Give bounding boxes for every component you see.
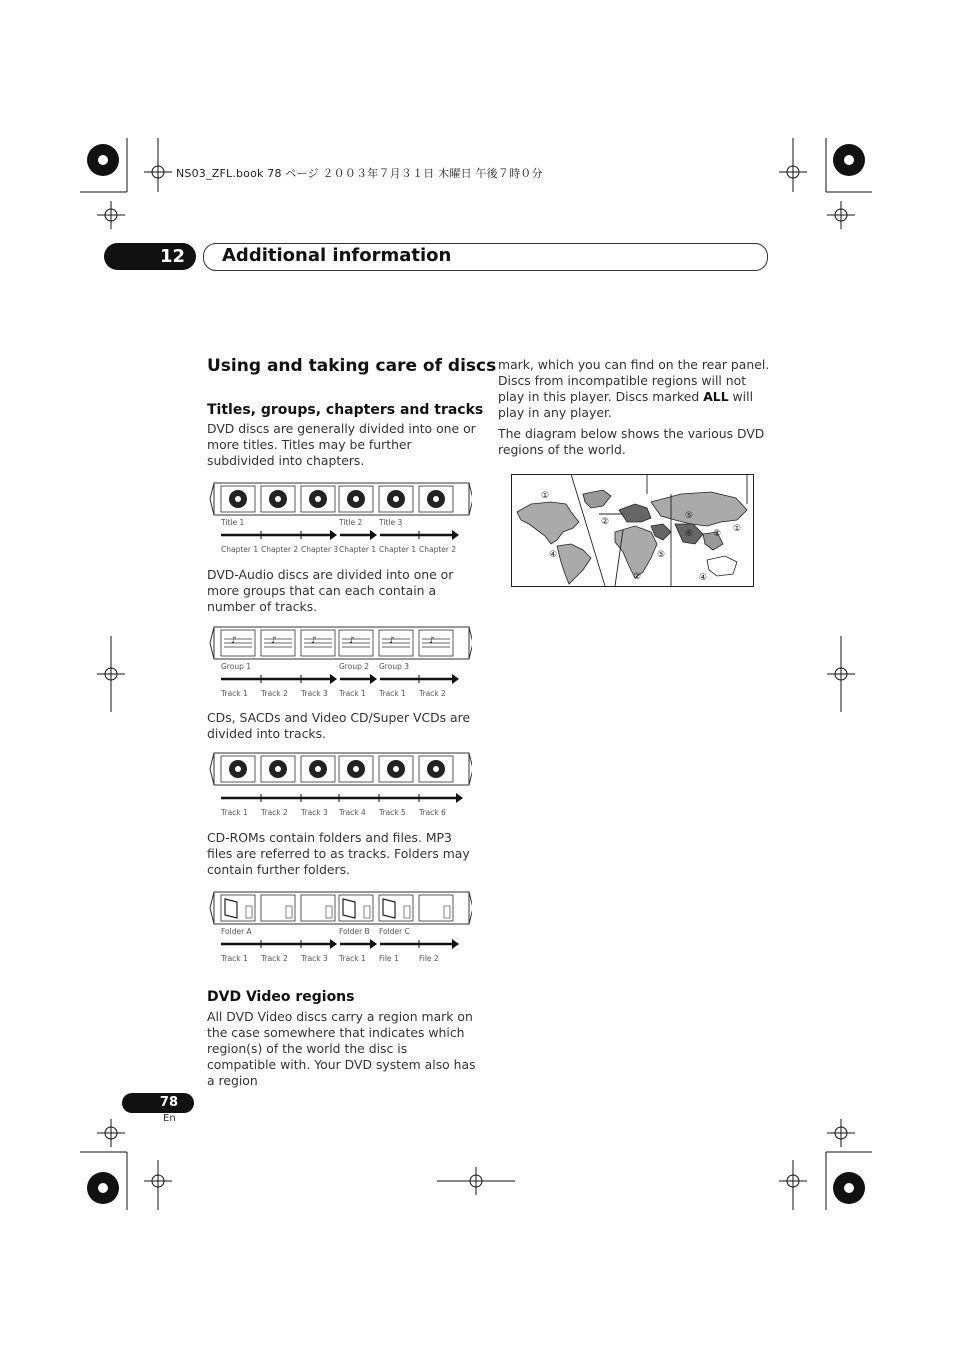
music-note-icon: ♪ xyxy=(231,636,237,646)
region-mark: ⑥ xyxy=(685,529,694,539)
diagram-bottom-label: Chapter 2 xyxy=(261,545,299,554)
regions-paragraph-1: All DVD Video discs carry a region mark on the case somewhere that indicates which region(s) of the world the disc is compatible with. Your DVD system also has a region xyxy=(207,1009,476,1088)
folder-icon xyxy=(343,899,355,918)
strip-edge xyxy=(210,483,214,515)
region-mark: ④ xyxy=(549,550,558,560)
arrow-head xyxy=(330,939,337,949)
arrow-head xyxy=(456,793,463,803)
region-mark: ① xyxy=(733,524,742,534)
all-region-mark: ALL xyxy=(703,389,729,404)
file-icon xyxy=(364,906,370,918)
region-mark: ② xyxy=(601,517,610,527)
region-mark: ② xyxy=(713,529,722,539)
picture-icon-highlight xyxy=(315,766,321,772)
arrow-head xyxy=(452,674,459,684)
diagram-top-label: Folder A xyxy=(221,927,252,936)
picture-icon-highlight xyxy=(235,766,241,772)
titles-paragraph-1: DVD discs are generally divided into one or more titles. Titles may be further subdivided into chapters. xyxy=(207,421,476,468)
arrow-head xyxy=(452,530,459,540)
diagram-bottom-label: Track 1 xyxy=(221,954,248,963)
titles-heading: Titles, groups, chapters and tracks xyxy=(207,402,484,418)
diagram-bottom-label: Track 1 xyxy=(221,808,248,817)
region-mark: ② xyxy=(633,572,642,582)
titles-paragraph-2: DVD-Audio discs are divided into one or more groups that can each contain a number of tracks. xyxy=(207,567,454,614)
diagram-bottom-label: Track 4 xyxy=(339,808,366,817)
diagram-bottom-label: Track 3 xyxy=(301,954,328,963)
diagram-top-label: Folder C xyxy=(379,927,410,936)
picture-icon-highlight xyxy=(433,766,439,772)
arrow-head xyxy=(330,530,337,540)
folder-icon xyxy=(383,899,395,918)
regions-paragraph-3: The diagram below shows the various DVD regions of the world. xyxy=(498,426,765,457)
diagram-bottom-label: Track 2 xyxy=(419,689,446,698)
file-icon xyxy=(404,906,410,918)
diagram-bottom-label: Track 2 xyxy=(261,689,288,698)
page-number: 78 xyxy=(159,1095,178,1110)
region-mark: ⑤ xyxy=(685,511,694,521)
picture-icon-highlight xyxy=(393,766,399,772)
music-note-icon: ♪ xyxy=(429,636,435,646)
diagram-bottom-label: Track 2 xyxy=(261,954,288,963)
music-note-icon: ♪ xyxy=(349,636,355,646)
strip-edge xyxy=(210,753,214,785)
picture-icon-highlight xyxy=(433,496,439,502)
diagram-bottom-label: Chapter 1 xyxy=(379,545,417,554)
file-icon xyxy=(286,906,292,918)
music-note-icon: ♪ xyxy=(271,636,277,646)
diagram-bottom-label: Track 1 xyxy=(339,954,366,963)
diagram-bottom-label: Track 3 xyxy=(301,689,328,698)
diagram-bottom-label: Chapter 1 xyxy=(221,545,259,554)
cd-structure-diagram xyxy=(207,750,472,822)
picture-icon-highlight xyxy=(275,766,281,772)
diagram-top-label: Group 3 xyxy=(379,662,409,671)
titles-paragraph-3: CDs, SACDs and Video CD/Super VCDs are divided into tracks. xyxy=(207,710,471,741)
page-language: En xyxy=(163,1113,176,1124)
diagram-top-label: Title 1 xyxy=(221,518,245,527)
picture-icon-highlight xyxy=(235,496,241,502)
arrow-head xyxy=(330,674,337,684)
picture-icon-highlight xyxy=(393,496,399,502)
diagram-top-label: Folder B xyxy=(339,927,370,936)
picture-icon-highlight xyxy=(353,766,359,772)
cdrom-structure-diagram xyxy=(207,889,472,965)
strip-edge xyxy=(210,627,214,659)
diagram-bottom-label: Track 6 xyxy=(419,808,446,817)
diagram-bottom-label: Track 2 xyxy=(261,808,288,817)
diagram-top-label: Title 2 xyxy=(339,518,363,527)
chapter-number: 12 xyxy=(159,246,186,267)
file-icon xyxy=(444,906,450,918)
arrow-head xyxy=(452,939,459,949)
picture-icon-highlight xyxy=(315,496,321,502)
music-note-icon: ♪ xyxy=(389,636,395,646)
diagram-bottom-label: Track 1 xyxy=(379,689,406,698)
titles-paragraph-4: CD-ROMs contain folders and files. MP3 files are referred to as tracks. Folders may contain further folders. xyxy=(207,830,470,877)
dvd-structure-diagram xyxy=(207,480,472,560)
diagram-bottom-label: File 1 xyxy=(379,954,399,963)
diagram-top-label: Title 3 xyxy=(379,518,403,527)
region-mark: ⑤ xyxy=(657,550,666,560)
picture-icon-highlight xyxy=(275,496,281,502)
diagram-bottom-label: Track 1 xyxy=(221,689,248,698)
arrow-head xyxy=(370,674,377,684)
regions-heading: DVD Video regions xyxy=(207,989,355,1005)
diagram-bottom-label: File 2 xyxy=(419,954,439,963)
regions-paragraph-2-text: mark, which you can find on the rear panel. Discs from incompatible regions will not play in this player. Discs marked xyxy=(498,357,770,404)
book-header-line: NS03_ZFL.book 78 ページ ２００３年７月３１日 木曜日 午後７時０分 xyxy=(176,167,543,180)
dvd-region-world-map xyxy=(511,474,754,587)
diagram-bottom-label: Chapter 2 xyxy=(419,545,457,554)
file-icon xyxy=(326,906,332,918)
region-mark: ④ xyxy=(699,573,708,583)
region-mark: ① xyxy=(541,491,550,501)
file-icon xyxy=(246,906,252,918)
diagram-bottom-label: Track 1 xyxy=(339,689,366,698)
diagram-bottom-label: Track 3 xyxy=(301,808,328,817)
diagram-top-label: Group 2 xyxy=(339,662,369,671)
music-note-icon: ♪ xyxy=(311,636,317,646)
chapter-title: Additional information xyxy=(222,245,452,266)
diagram-bottom-label: Chapter 3 xyxy=(301,545,339,554)
diagram-top-label: Group 1 xyxy=(221,662,251,671)
arrow-head xyxy=(370,939,377,949)
strip-edge xyxy=(210,892,214,924)
folder-icon xyxy=(225,899,237,918)
regions-paragraph-2-end: will play in any player. xyxy=(498,389,754,420)
diagram-bottom-label: Track 5 xyxy=(379,808,406,817)
picture-icon-highlight xyxy=(353,496,359,502)
diagram-bottom-label: Chapter 1 xyxy=(339,545,377,554)
dvd-audio-structure-diagram xyxy=(207,624,472,704)
arrow-head xyxy=(370,530,377,540)
section-title: Using and taking care of discs xyxy=(207,356,497,376)
regions-paragraph-2 xyxy=(498,357,770,421)
